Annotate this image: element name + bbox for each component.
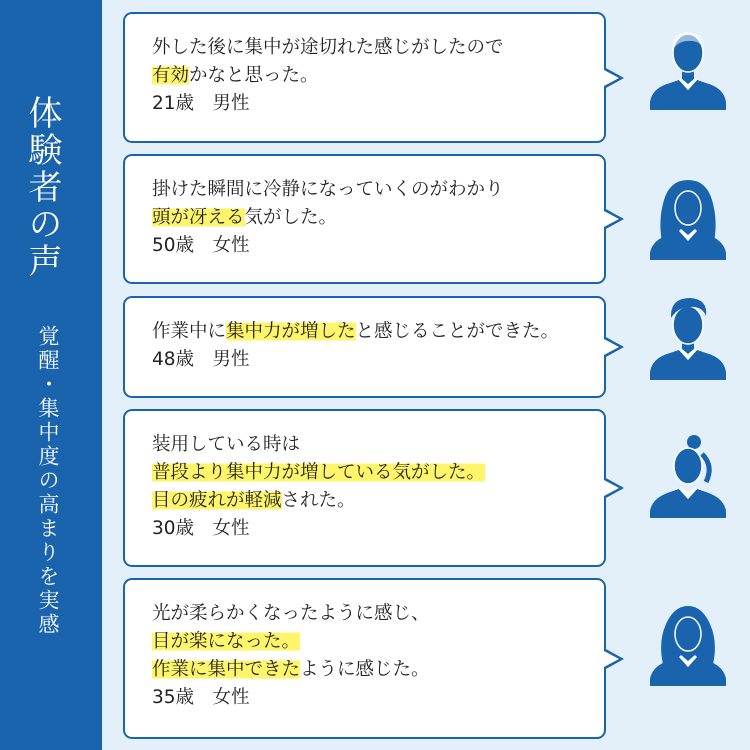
testimonial-line: 目の疲れが軽減された。 — [152, 490, 356, 511]
testimonial-card — [123, 409, 606, 567]
female-avatar-icon — [646, 176, 730, 260]
testimonial-meta: 30歳 女性 — [152, 518, 250, 539]
testimonial-line — [152, 628, 596, 656]
testimonial-text — [152, 431, 596, 543]
female-avatar-icon — [646, 602, 730, 686]
sidebar-title: 体験者の声 — [22, 95, 62, 280]
testimonial-card — [123, 12, 606, 143]
testimonial-line — [152, 459, 596, 487]
highlight-text: 目が楽になった。 — [152, 631, 301, 652]
male-avatar-icon — [646, 296, 730, 380]
testimonial-line: 作業に集中できたように感じた。 — [152, 659, 430, 680]
testimonial-text — [152, 34, 596, 118]
highlight-text: 集中力が増した — [226, 321, 356, 342]
testimonial-line: 外した後に集中が途切れた感じがしたので — [152, 37, 504, 58]
testimonial-card — [123, 296, 606, 398]
highlight-text: 作業に集中できた — [152, 659, 301, 680]
testimonial-text — [152, 176, 596, 260]
highlight-text: 普段より集中力が増している気がした。 — [152, 462, 486, 483]
male-avatar-icon — [646, 26, 730, 110]
testimonial-line: 有効かなと思った。 — [152, 65, 319, 86]
testimonial-meta: 21歳 男性 — [152, 93, 250, 114]
highlight-text: 目の疲れが軽減 — [152, 490, 282, 511]
testimonial-line: 光が柔らかくなったように感じ、 — [152, 603, 430, 624]
testimonial-meta: 35歳 女性 — [152, 687, 250, 708]
highlight-text: 頭が冴える — [152, 207, 245, 228]
testimonial-text — [152, 318, 596, 374]
highlight-text: 有効 — [152, 65, 190, 86]
testimonial-card — [123, 154, 606, 284]
testimonial-meta: 50歳 女性 — [152, 235, 250, 256]
testimonial-line: 作業中に集中力が増したと感じることができた。 — [152, 321, 560, 342]
testimonial-line: 掛けた瞬間に冷静になっていくのがわかり — [152, 179, 504, 200]
testimonial-line: 頭が冴える気がした。 — [152, 207, 338, 228]
sidebar — [0, 0, 102, 750]
testimonial-meta: 48歳 男性 — [152, 349, 250, 370]
testimonial-text — [152, 600, 596, 712]
sidebar-subtitle: 覚醒・集中度の高まりを実感 — [36, 325, 60, 637]
female-avatar-icon — [646, 434, 730, 518]
testimonial-line: 装用している時は — [152, 434, 301, 455]
testimonial-card — [123, 578, 606, 739]
